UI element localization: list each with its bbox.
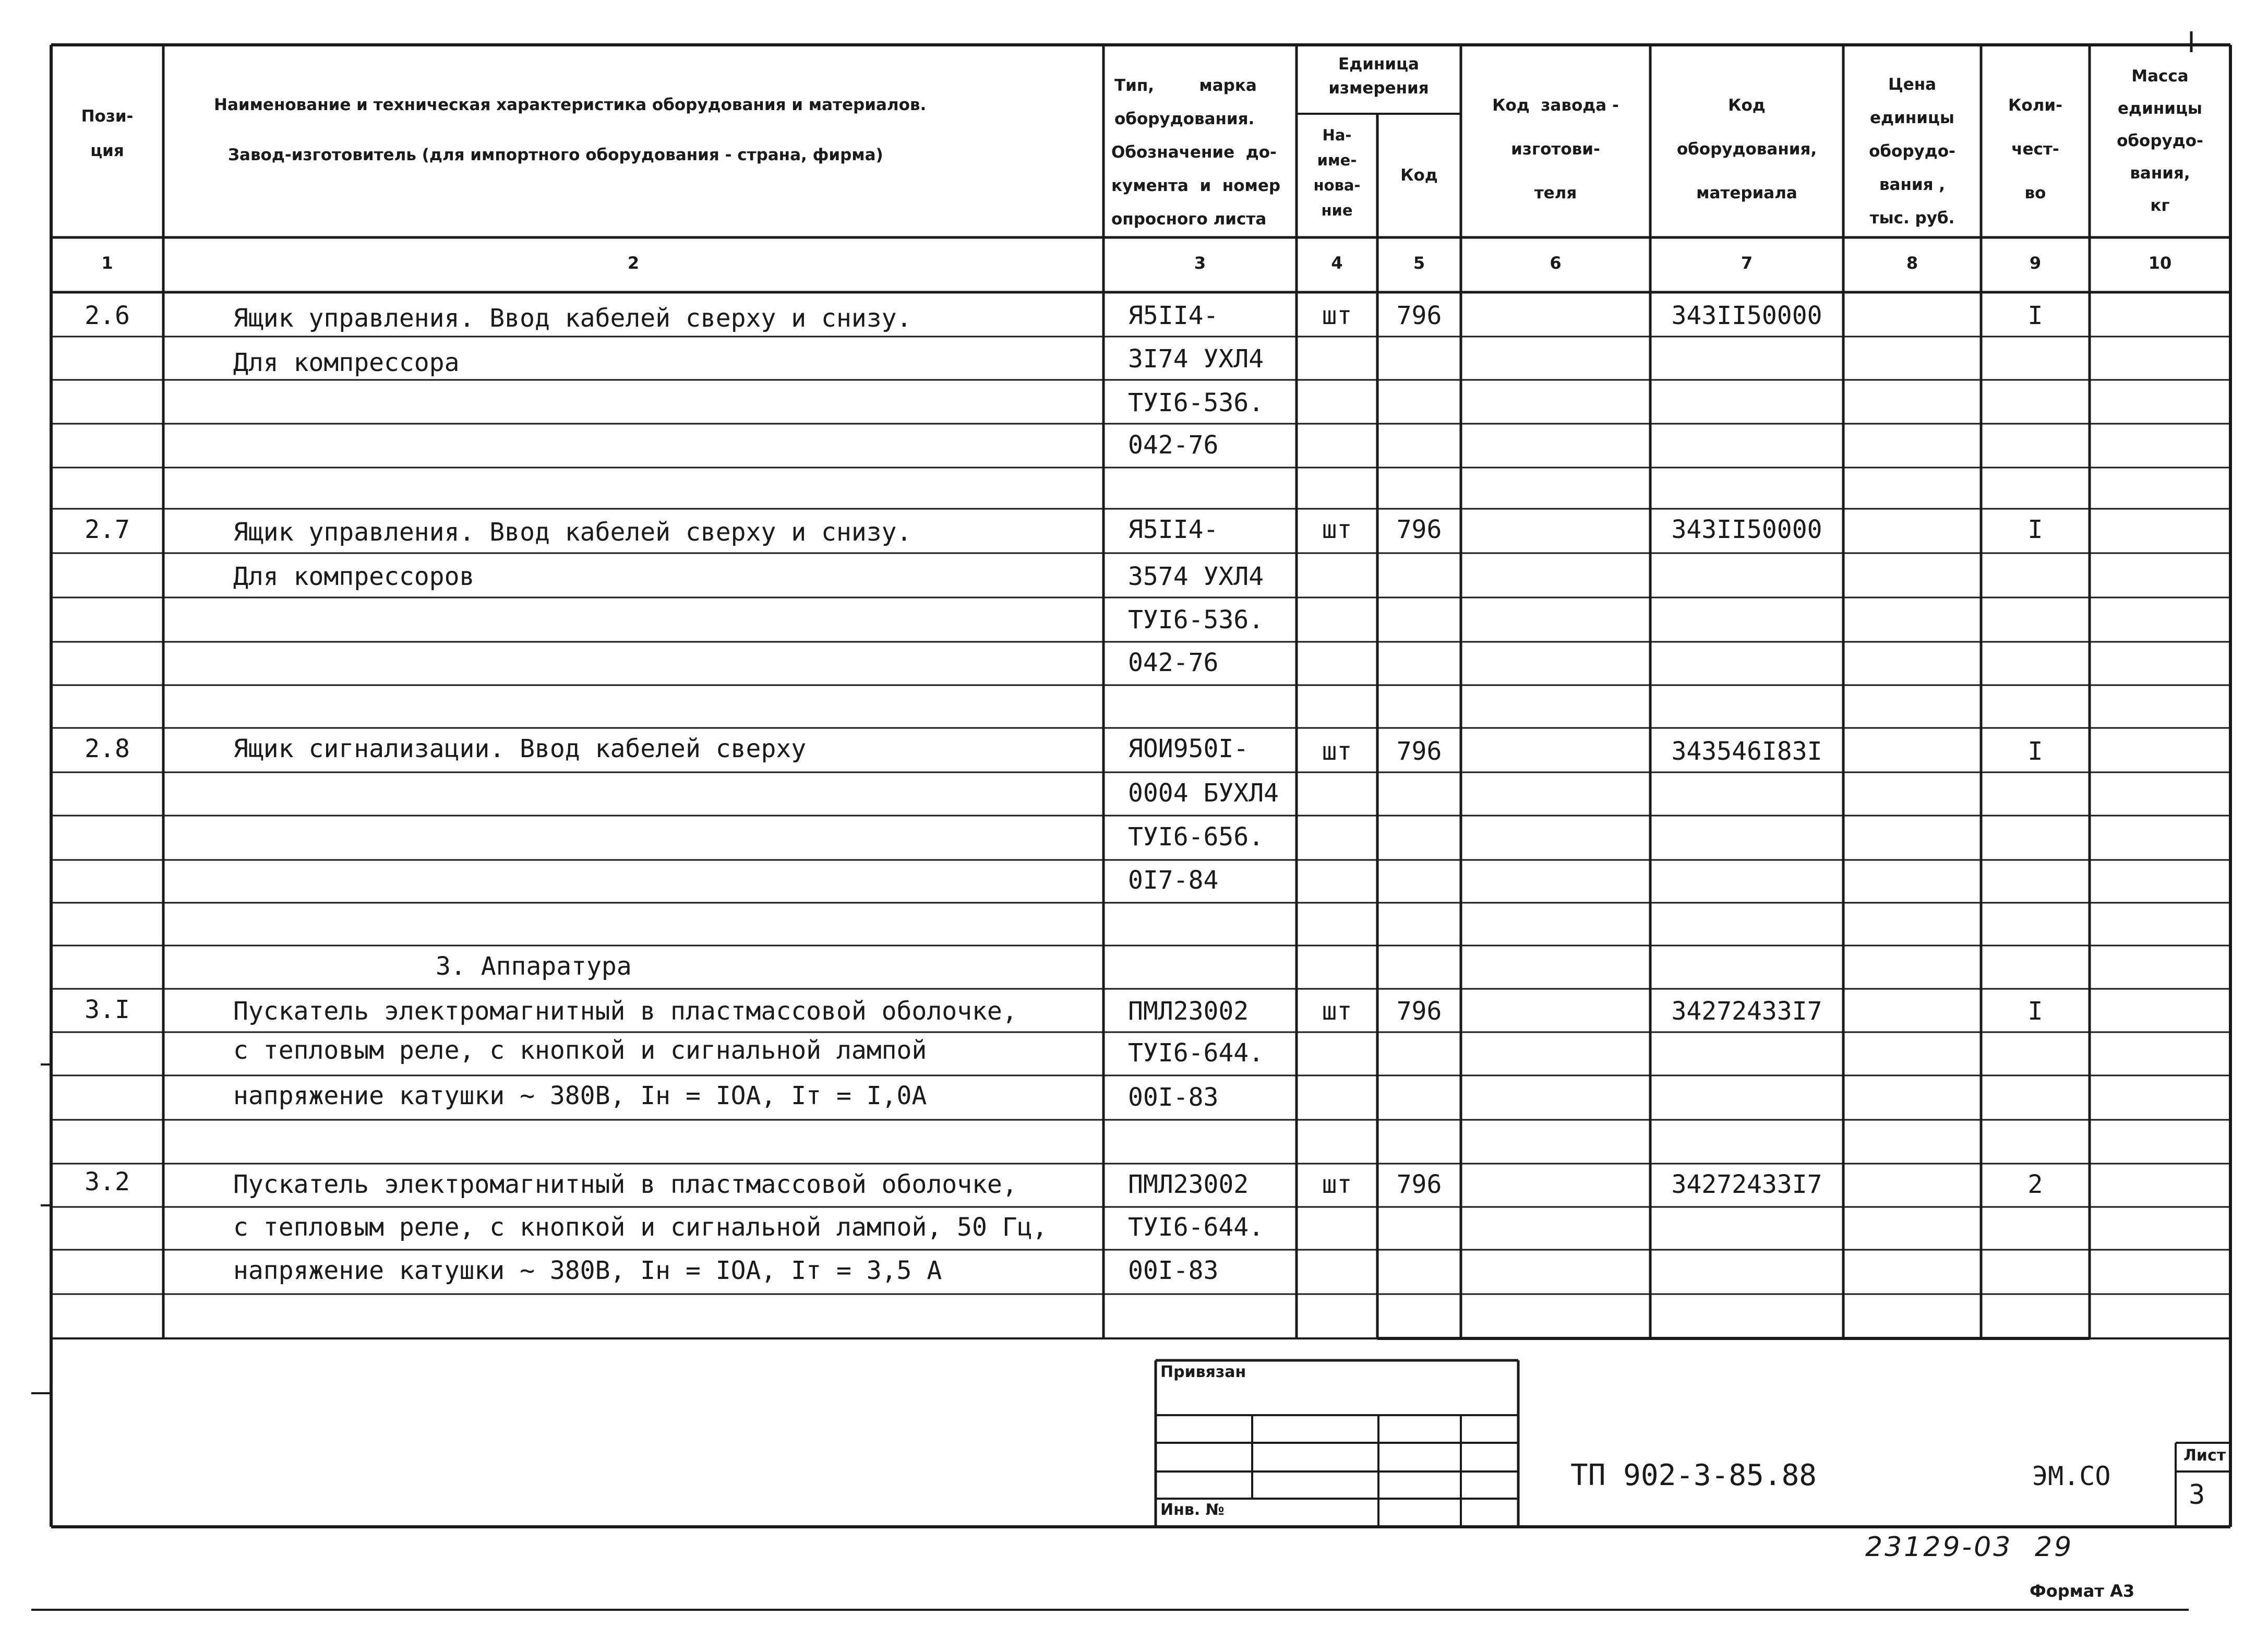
row-equip-code: 34272433I7 (1671, 1170, 1822, 1199)
row-position: 2.7 (85, 515, 130, 544)
row-type-line: 3574 УХЛ4 (1128, 562, 1264, 591)
colnum-9: 9 (2029, 253, 2042, 273)
row-position: 2.6 (85, 301, 130, 330)
row-type-line: 0004 БУХЛ4 (1128, 779, 1279, 808)
header-col7: Код оборудования, материала (1676, 96, 1817, 202)
row-type-line: 00I-83 (1128, 1083, 1219, 1112)
row-type-line: ТУI6-644. (1128, 1038, 1264, 1068)
header-col8: Цена единицы оборудо- вания , тыс. руб. (1869, 75, 1955, 228)
row-unit: шт (1322, 1170, 1352, 1199)
colnum-6: 6 (1550, 253, 1562, 273)
row-name-line: Пускатель электромагнитный в пластмассовой оболочке, (233, 1170, 1017, 1199)
row-position: 3.I (85, 995, 130, 1024)
row-type-line: 00I-83 (1128, 1256, 1219, 1285)
row-quantity: I (2027, 301, 2043, 330)
row-type-line: 3I74 УХЛ4 (1128, 344, 1264, 374)
header-col2-line2: Завод-изготовитель (для импортного оборудования - страна, фирма) (228, 146, 883, 164)
sheet-number: 3 (2189, 1479, 2205, 1511)
row-name-line: Пускатель электромагнитный в пластмассовой оболочке, (233, 997, 1017, 1026)
format-label: Формат A3 (2030, 1581, 2135, 1601)
row-position: 2.8 (85, 734, 130, 763)
row-name-line: Ящик управления. Ввод кабелей сверху и снизу. (233, 304, 912, 333)
colnum-10: 10 (2148, 253, 2172, 273)
row-quantity: I (2027, 737, 2043, 766)
row-equip-code: 34272433I7 (1671, 997, 1822, 1026)
row-type-line: ТУI6-656. (1128, 822, 1264, 852)
row-code: 796 (1396, 997, 1442, 1026)
row-unit: шт (1322, 301, 1352, 330)
row-code: 796 (1396, 301, 1442, 330)
row-name-line: с тепловым реле, с кнопкой и сигнальной лампой, 50 Гц, (233, 1213, 1048, 1242)
row-type-line: 042-76 (1128, 648, 1219, 677)
row-type-line: ЯОИ950I- (1128, 734, 1249, 763)
row-name-line: Ящик сигнализации. Ввод кабелей сверху (233, 734, 807, 763)
row-name-line: Ящик управления. Ввод кабелей сверху и снизу. (233, 518, 912, 547)
row-type-line: ТУI6-536. (1128, 605, 1264, 635)
row-quantity: 2 (2027, 1170, 2043, 1199)
handwritten-page-number: 29 (2035, 1532, 2074, 1563)
row-type-line: Я5II4- (1128, 301, 1219, 330)
row-code: 796 (1396, 737, 1442, 766)
colnum-4: 4 (1331, 253, 1343, 273)
document-code: ТП 902-3-85.88 (1570, 1458, 1817, 1492)
row-name-line: напряжение катушки ~ 380В, Iн = IOA, Iт = 3,5 A (233, 1256, 942, 1285)
row-quantity: I (2027, 515, 2043, 544)
row-code: 796 (1396, 515, 1442, 544)
sheet-label: Лист (2183, 1446, 2226, 1465)
row-type-line: 042-76 (1128, 430, 1219, 460)
row-type-line: Я5II4- (1128, 515, 1219, 544)
colnum-5: 5 (1413, 253, 1425, 273)
row-quantity: I (2027, 997, 2043, 1026)
colnum-7: 7 (1741, 253, 1753, 273)
header-col4: На- име- нова- ние (1313, 126, 1361, 219)
row-equip-code: 343II50000 (1671, 301, 1822, 330)
bound-label: Привязан (1160, 1363, 1246, 1381)
document-mark: ЭМ.СО (2032, 1461, 2111, 1491)
row-name-line: Для компрессора (233, 348, 460, 377)
row-equip-code: 343546I83I (1671, 737, 1822, 766)
header-col6: Код завода - изготови- теля (1492, 96, 1619, 202)
row-code: 796 (1396, 1170, 1442, 1199)
header-col2-line1: Наименование и техническая характеристика оборудования и материалов. (214, 95, 927, 114)
section-heading: 3. Аппаратура (436, 952, 632, 981)
header-col9: Коли- чест- во (2008, 96, 2062, 202)
row-type-line: ТУI6-536. (1128, 388, 1264, 417)
colnum-2: 2 (627, 253, 640, 273)
row-name-line: напряжение катушки ~ 380В, Iн = IOA, Iт = I,0A (233, 1081, 927, 1110)
colnum-1: 1 (101, 253, 113, 273)
row-type-line: ПМЛ23002 (1128, 1170, 1249, 1199)
row-type-line: 0I7-84 (1128, 866, 1219, 895)
row-equip-code: 343II50000 (1671, 515, 1822, 544)
header-col5: Код (1400, 166, 1438, 185)
row-unit: шт (1322, 515, 1352, 544)
row-unit: шт (1322, 997, 1352, 1026)
header-col3: Тип, марка оборудования. Обозначение до- кумента и номер опросного листа (1111, 76, 1281, 229)
row-position: 3.2 (85, 1167, 130, 1197)
inv-label: Инв. № (1160, 1501, 1225, 1519)
colnum-3: 3 (1194, 253, 1206, 273)
handwritten-inventory-number: 23129-03 (1865, 1532, 2013, 1563)
row-unit: шт (1322, 737, 1352, 766)
row-name-line: Для компрессоров (233, 562, 475, 591)
colnum-8: 8 (1906, 253, 1918, 273)
header-col10: Масса единицы оборудо- вания, кг (2117, 67, 2203, 215)
header-unit-group: Единица измерения (1328, 55, 1429, 98)
row-name-line: с тепловым реле, с кнопкой и сигнальной лампой (233, 1036, 927, 1065)
row-type-line: ПМЛ23002 (1128, 997, 1249, 1026)
row-type-line: ТУI6-644. (1128, 1213, 1264, 1242)
header-col1: Пози- ция (81, 107, 134, 160)
